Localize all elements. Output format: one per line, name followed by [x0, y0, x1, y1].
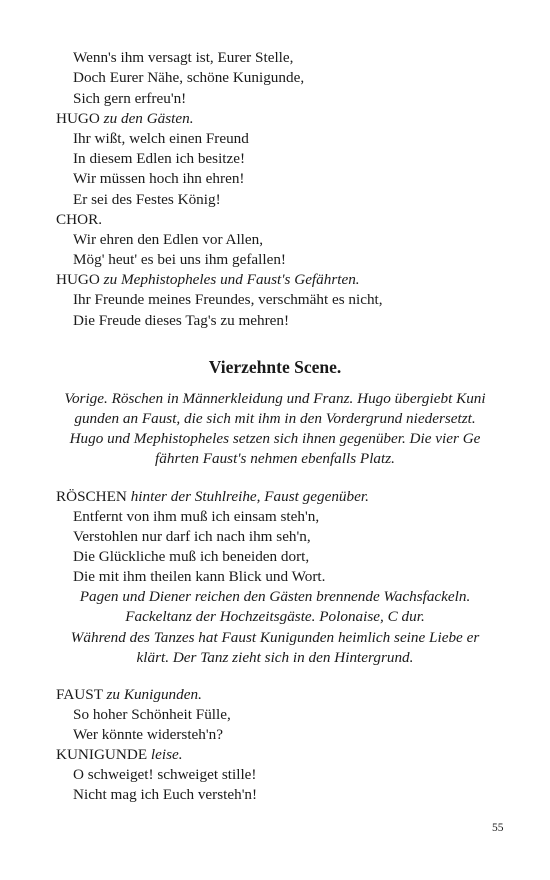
verse-line: Die mit ihm theilen kann Blick und Wort. [73, 568, 326, 585]
speaker-name: HUGO [56, 271, 100, 288]
stage-direction: Fackeltanz der Hochzeitsgäste. Polonaise, C dur. [125, 608, 425, 625]
stage-direction: klärt. Der Tanz zieht sich in den Hintergrund. [136, 649, 414, 666]
stage-direction: Hugo und Mephistopheles setzen sich ihnen gegenüber. Die vier Ge [69, 430, 481, 447]
verse-line: Doch Eurer Nähe, schöne Kunigunde, [73, 69, 305, 86]
scene-heading: Vierzehnte Scene. [208, 357, 342, 377]
verse-line: Entfernt von ihm muß ich einsam steh'n, [73, 508, 320, 525]
speaker-name: KUNIGUNDE [56, 746, 148, 763]
verse-line: Mög' heut' es bei uns ihm gefallen! [73, 251, 286, 268]
verse-line: Die Freude dieses Tag's zu mehren! [73, 312, 290, 329]
stage-direction: zu den Gästen. [103, 110, 194, 127]
page-number: 55 [492, 822, 504, 834]
stage-direction: Während des Tanzes hat Faust Kunigunden heimlich seine Liebe er [70, 629, 480, 646]
verse-line: Wir ehren den Edlen vor Allen, [73, 231, 264, 248]
verse-line: Sich gern erfreu'n! [73, 90, 187, 107]
verse-line: Ihr wißt, welch einen Freund [73, 130, 249, 147]
stage-direction: Pagen und Diener reichen den Gästen brennende Wachsfackeln. [79, 588, 471, 605]
verse-line: Die Glückliche muß ich beneiden dort, [73, 548, 310, 565]
stage-direction: zu Kunigunden. [106, 686, 202, 703]
verse-line: Er sei des Festes König! [73, 191, 221, 208]
verse-line: So hoher Schönheit Fülle, [73, 706, 231, 723]
stage-direction: leise. [150, 746, 183, 763]
verse-line: O schweiget! schweiget stille! [73, 766, 257, 783]
speaker-name: HUGO [56, 110, 100, 127]
speaker-line [56, 745, 183, 765]
verse-line: In diesem Edlen ich besitze! [73, 150, 246, 167]
speaker-line [56, 685, 202, 705]
speaker-line [56, 270, 360, 290]
stage-direction: hinter der Stuhlreihe, Faust gegenüber. [130, 488, 369, 505]
verse-line: Nicht mag ich Euch versteh'n! [73, 786, 258, 803]
verse-line: Wir müssen hoch ihn ehren! [73, 170, 245, 187]
speaker-name: FAUST [56, 686, 103, 703]
verse-line: Verstohlen nur darf ich nach ihm seh'n, [73, 528, 311, 545]
verse-line: Ihr Freunde meines Freundes, verschmäht es nicht, [73, 291, 383, 308]
verse-line: Wenn's ihm versagt ist, Eurer Stelle, [73, 49, 294, 66]
verse-line: Wer könnte widersteh'n? [73, 726, 223, 743]
stage-direction: Vorige. Röschen in Männerkleidung und Franz. Hugo übergiebt Kuni [64, 390, 486, 407]
speaker-name: RÖSCHEN [56, 488, 127, 505]
stage-direction: fährten Faust's nehmen ebenfalls Platz. [155, 450, 395, 467]
stage-direction: gunden an Faust, die sich mit ihm in den Vordergrund niedersetzt. [74, 410, 476, 427]
speaker-line [56, 487, 369, 507]
stage-direction: zu Mephistopheles und Faust's Gefährten. [103, 271, 360, 288]
speaker-name: CHOR. [56, 211, 102, 228]
speaker-line [56, 109, 194, 129]
